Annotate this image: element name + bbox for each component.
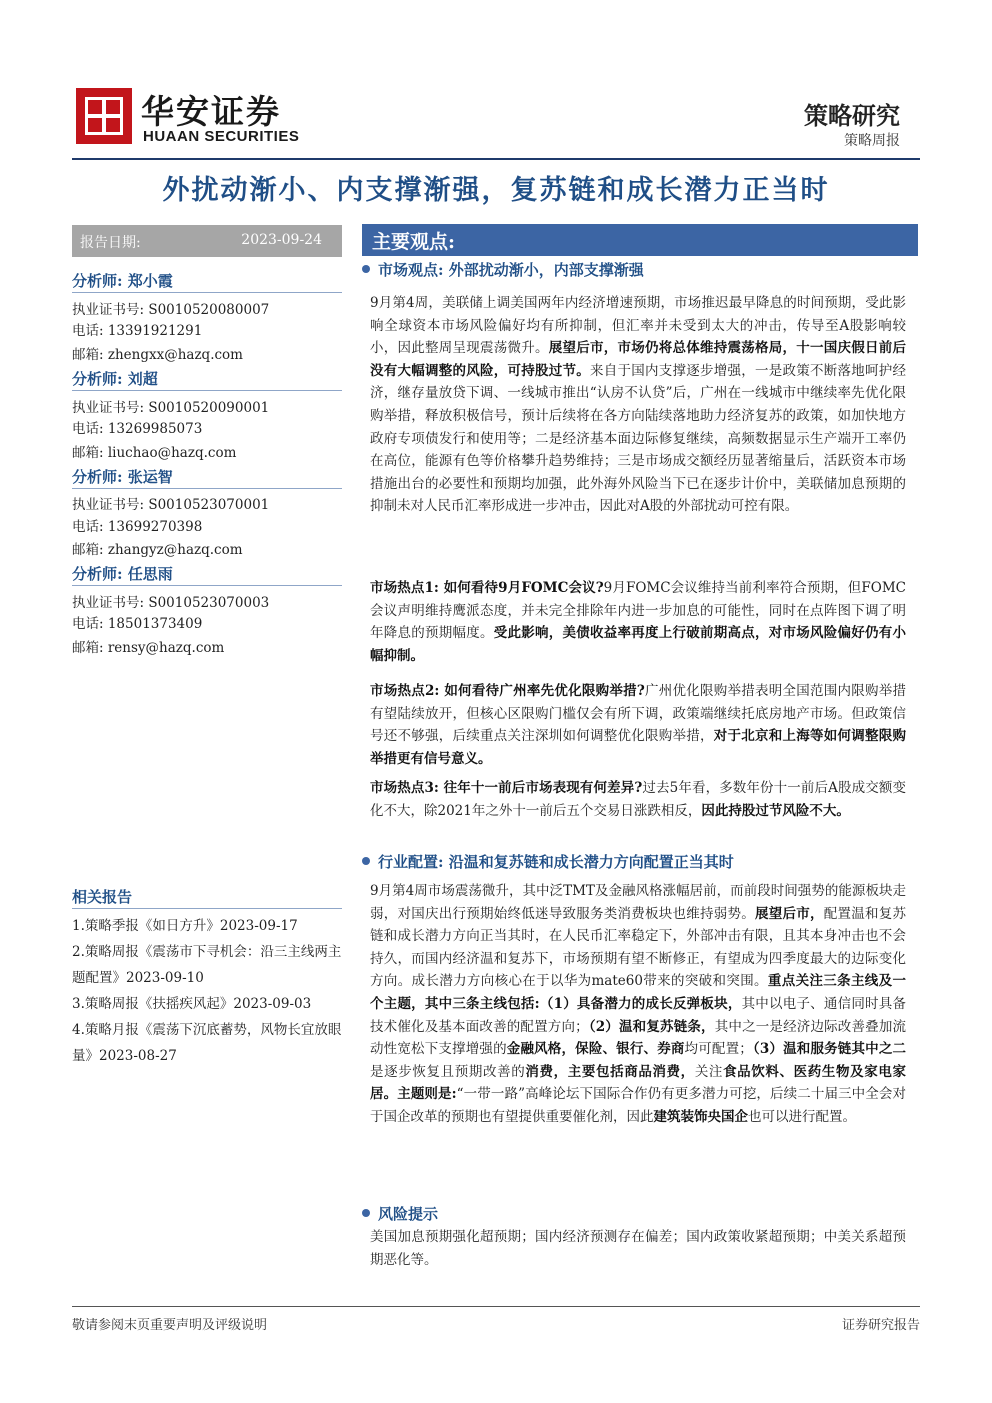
report-subcategory: 策略周报 bbox=[844, 133, 900, 149]
analyst-email[interactable]: 邮箱: zhangyz@hazq.com bbox=[72, 542, 243, 558]
analyst-name: 分析师: 刘超 bbox=[72, 370, 158, 388]
bullet-dot-icon bbox=[362, 265, 370, 273]
footer-doc-type: 证券研究报告 bbox=[841, 1318, 920, 1333]
report-title: 外扰动渐小、内支撑渐强，复苏链和成长潜力正当时 bbox=[162, 175, 830, 206]
analyst-phone: 电话: 13269985073 bbox=[72, 421, 203, 437]
section-title: 行业配置: 沿温和复苏链和成长潜力方向配置正当其时 bbox=[378, 853, 734, 871]
analyst-email[interactable]: 邮箱: liuchao@hazq.com bbox=[72, 445, 237, 461]
market-view-paragraph: 9月第4周，美联储上调美国两年内经济增速预期，市场推迟最早降息的时间预期，受此影响全球资本市场风险偏好均有所抑制，但汇率并未受到太大的冲击，传导至A股影响较小，因此整周呈现震荡微升。展望后市，市场仍将总体维持震荡格局，十一国庆假日前后没有大幅调整的风险，可持股过节。来自于国内支撑逐步增强，一是政策不断落地呵护经济，继存量放贷下调、一线城市推出“认房不认贷”后，广州在一线城市中继续率先优化限购举措，释放积极信号，预计后续将在各方向陆续落地助力经济复苏的政策，如加快地方政府专项债发行和使用等；二是经济基本面边际修复继续，高频数据显示生产端开工率仍在高位，能源有色等价格攀升趋势维持；三是市场成交额经历显著缩量后，活跃资本市场措施出台的必要性和预期均加强，此外海外风险当下已在逐步计价中，美联储加息预期的抑制未对人民币汇率形成进一步冲击，因此对A股的外部扰动可控有限。 bbox=[370, 295, 906, 515]
related-reports-title: 相关报告 bbox=[72, 888, 133, 906]
section-title: 市场观点: 外部扰动渐小，内部支撑渐强 bbox=[378, 261, 644, 279]
analyst-cert: 执业证书号: S0010520090001 bbox=[72, 400, 270, 416]
bullet-dot-icon bbox=[362, 857, 370, 865]
related-report-item[interactable]: 2.策略周报《震荡市下寻机会：沿三主线两主题配置》2023-09-10 bbox=[72, 944, 342, 986]
section-title: 风险提示 bbox=[378, 1205, 439, 1223]
related-report-item[interactable]: 1.策略季报《如日方升》2023-09-17 bbox=[72, 918, 298, 934]
analyst-phone: 电话: 13391921291 bbox=[72, 323, 203, 339]
analyst-email[interactable]: 邮箱: zhengxx@hazq.com bbox=[72, 347, 243, 363]
analyst-cert: 执业证书号: S0010523070003 bbox=[72, 595, 270, 611]
analyst-name: 分析师: 任思雨 bbox=[72, 565, 173, 583]
analyst-divider bbox=[72, 390, 342, 391]
main-points-bar bbox=[362, 224, 918, 256]
analyst-email[interactable]: 邮箱: rensy@hazq.com bbox=[72, 640, 225, 656]
analyst-name: 分析师: 郑小霞 bbox=[72, 272, 173, 290]
header-divider bbox=[72, 158, 920, 160]
analyst-divider bbox=[72, 292, 342, 293]
analyst-phone: 电话: 13699270398 bbox=[72, 519, 203, 535]
section-heading-industry bbox=[362, 851, 734, 872]
section-heading-risk bbox=[362, 1203, 438, 1224]
company-name-cn: 华安证券 bbox=[141, 92, 281, 131]
analyst-divider bbox=[72, 585, 342, 586]
bullet-dot-icon bbox=[362, 1209, 370, 1217]
report-date-value: 2023-09-24 bbox=[241, 232, 322, 248]
section-heading-market bbox=[362, 259, 644, 280]
analyst-cert: 执业证书号: S0010520080007 bbox=[72, 302, 270, 318]
risk-paragraph: 美国加息预期强化超预期；国内经济预测存在偏差；国内政策收紧超预期；中美关系超预期恶化等。 bbox=[370, 1229, 906, 1268]
hotspot-2-paragraph: 市场热点2: 如何看待广州率先优化限购举措?广州优化限购举措表明全国范围内限购举措有望陆续放开，但核心区限购门槛仅会有所下调，政策端继续托底房地产市场。但政策信号还不够强，后续重点关注深圳如何调整优化限购举措，对于北京和上海等如何调整限购举措更有信号意义。 bbox=[370, 683, 906, 767]
analyst-divider bbox=[72, 488, 342, 489]
report-category: 策略研究 bbox=[804, 101, 900, 130]
analyst-phone: 电话: 18501373409 bbox=[72, 616, 203, 632]
industry-allocation-paragraph: 9月第4周市场震荡微升，其中泛TMT及金融风格涨幅居前，而前段时间强势的能源板块走弱，对国庆出行预期始终低迷导致服务类消费板块也维持弱势。展望后市，配置温和复苏链和成长潜力方向正当其时，在人民币汇率稳定下，外部冲击有限，且其本身冲击也不会持久，而国内经济温和复苏下，市场预期有望不断修正，有望成为四季度最大的边际变化方向。成长潜力方向核心在于以华为mate60带来的突破和突围。重点关注三条主线及一个主题，其中三条主线包括:（1）具备潜力的成长反弹板块，其中以电子、通信同时具备技术催化及基本面改善的配置方向；（2）温和复苏链条，其中之一是经济边际改善叠加流动性宽松下支撑增强的金融风格，保险、银行、券商均可配置；（3）温和服务链其中之二是逐步恢复且预期改善的消费，主要包括商品消费，关注食品饮料、医药生物及家电家居。主题则是:“一带一路”高峰论坛下国际合作仍有更多潜力可挖，后续二十届三中全会对于国企改革的预期也有望提供重要催化剂，因此建筑装饰央国企也可以进行配置。 bbox=[370, 883, 907, 1125]
related-report-item[interactable]: 3.策略周报《扶摇疾风起》2023-09-03 bbox=[72, 996, 312, 1012]
footer-disclaimer[interactable]: 敬请参阅末页重要声明及评级说明 bbox=[72, 1318, 268, 1333]
analyst-name: 分析师: 张运智 bbox=[72, 468, 173, 486]
footer-divider bbox=[72, 1306, 920, 1307]
related-report-item[interactable]: 4.策略月报《震荡下沉底蓄势，风物长宜放眼量》2023-08-27 bbox=[72, 1022, 342, 1064]
analyst-cert: 执业证书号: S0010523070001 bbox=[72, 497, 270, 513]
company-name-en: HUAAN SECURITIES bbox=[143, 128, 300, 145]
logo-glyph-icon bbox=[85, 97, 123, 135]
report-date-bar bbox=[72, 225, 342, 257]
hotspot-3-paragraph: 市场热点3: 往年十一前后市场表现有何差异?过去5年看，多数年份十一前后A股成交额变化不大，除2021年之外十一前后五个交易日涨跌相反，因此持股过节风险不大。 bbox=[370, 780, 906, 819]
hotspot-1-paragraph: 市场热点1: 如何看待9月FOMC会议?9月FOMC会议维持当前利率符合预期，但FOMC会议声明维持鹰派态度，并未完全排除年内进一步加息的可能性，同时在点阵图下调了明年降息的预期幅度。受此影响，美债收益率再度上行破前期高点，对市场风险偏好仍有小幅抑制。 bbox=[370, 580, 906, 664]
company-logo-mark bbox=[76, 88, 132, 144]
report-date-label: 报告日期: bbox=[80, 235, 141, 251]
main-points-heading: 主要观点: bbox=[372, 231, 456, 253]
related-divider bbox=[72, 908, 342, 909]
